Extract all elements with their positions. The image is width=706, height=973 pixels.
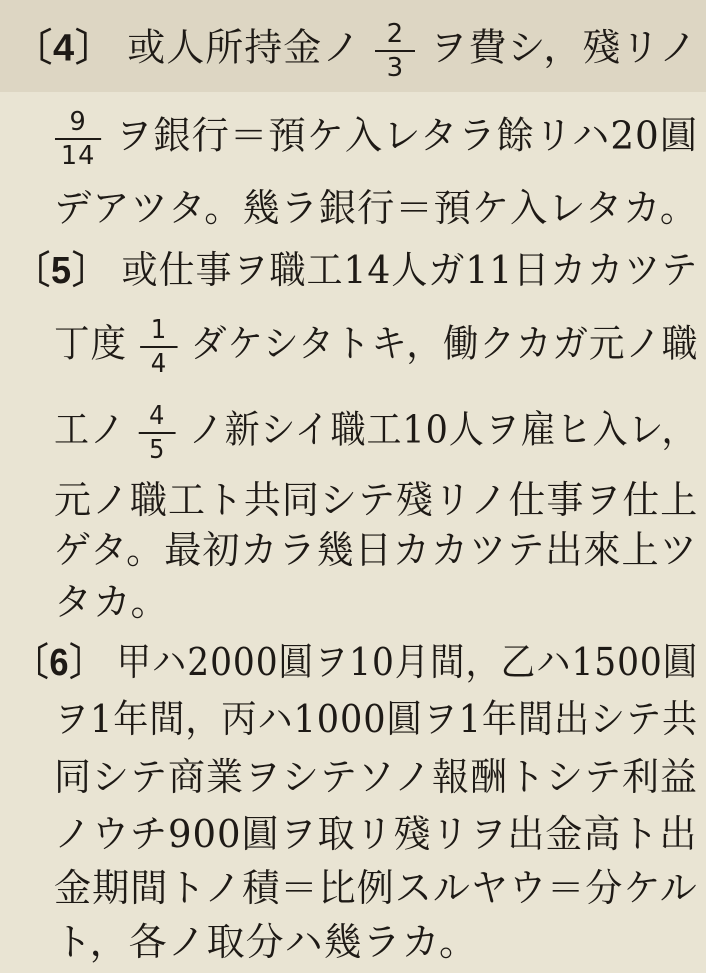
problem-5-number: 〔5〕 xyxy=(14,250,110,292)
problem-6-line-6 xyxy=(54,920,478,964)
problem-6-line-4 xyxy=(54,812,697,856)
problem-6-line-1 xyxy=(14,640,698,685)
problem-4-text: ヲ費シ，殘リノ xyxy=(429,25,698,70)
problem-6-line-3 xyxy=(54,755,698,799)
problem-6-number: 〔6〕 xyxy=(14,642,105,684)
problem-5-text: タカ。 xyxy=(54,580,170,624)
fraction-1-4 xyxy=(143,316,175,378)
problem-5-line-6 xyxy=(54,580,169,624)
fraction-denominator: 5 xyxy=(149,435,166,465)
problem-5-text: ダケシタトキ，働クカガ元ノ職 xyxy=(190,321,699,366)
problem-5-text: 元ノ職工ト共同シテ殘リノ仕事ヲ仕上 xyxy=(54,478,699,522)
problem-5-text: 或仕事ヲ職工14人ガ11日カカツテ xyxy=(121,248,699,292)
problem-5-text: ノ新シイ職工10人ヲ雇ヒ入レ， xyxy=(188,407,698,452)
fraction-numerator: 9 xyxy=(69,107,87,137)
fraction-9-14 xyxy=(58,108,98,170)
problem-4-text: デアツタ。幾ラ銀行＝預ケ入レタカ。 xyxy=(54,186,699,230)
problem-4-line-1 xyxy=(14,20,698,82)
fraction-bar xyxy=(375,50,415,52)
problem-5-text: 工ノ xyxy=(54,407,126,452)
fraction-denominator: 3 xyxy=(386,53,405,83)
problem-6-line-2 xyxy=(54,697,698,741)
problem-5-text: 丁度 xyxy=(54,321,128,366)
problem-6-text: 同シテ商業ヲシテソノ報酬トシテ利益 xyxy=(54,755,698,799)
problem-6-text: ヲ1年間，丙ハ1000圓ヲ1年間出シテ共 xyxy=(54,697,699,741)
fraction-bar xyxy=(140,346,177,348)
fraction-bar xyxy=(139,432,176,434)
problem-6-text: ノウチ900圓ヲ取リ殘リヲ出金高ト出 xyxy=(54,812,698,856)
problem-4-text: 或人所持金ノ xyxy=(127,25,362,70)
problem-5-line-4 xyxy=(54,478,698,522)
problem-5-line-1 xyxy=(14,248,698,293)
problem-5-line-5 xyxy=(54,528,698,572)
problem-5-line-3 xyxy=(54,402,697,464)
fraction-numerator: 4 xyxy=(149,401,166,431)
problem-4-line-3 xyxy=(54,186,698,230)
problem-6-text: 甲ハ2000圓ヲ10月間，乙ハ1500圓 xyxy=(116,640,699,684)
fraction-bar xyxy=(55,138,101,140)
problem-4-number: 〔4〕 xyxy=(14,27,115,70)
fraction-denominator: 14 xyxy=(60,141,96,171)
fraction-denominator: 4 xyxy=(150,349,168,379)
problem-5-text: ゲタ。最初カラ幾日カカツテ出來上ツ xyxy=(54,528,698,572)
fraction-numerator: 2 xyxy=(386,19,405,49)
problem-4-line-2 xyxy=(54,108,698,170)
problem-5-line-2 xyxy=(54,316,698,378)
fraction-numerator: 1 xyxy=(150,315,168,345)
problem-6-line-5 xyxy=(54,866,698,910)
problem-6-text: ト，各ノ取分ハ幾ラカ。 xyxy=(54,920,479,964)
problem-4-text: ヲ銀行＝預ケ入レタラ餘リハ20圓 xyxy=(115,113,699,158)
fraction-2-3 xyxy=(378,20,412,82)
problem-6-text: 金期間トノ積＝比例スルヤウ＝分ケル xyxy=(54,866,698,910)
fraction-4-5 xyxy=(142,402,173,464)
